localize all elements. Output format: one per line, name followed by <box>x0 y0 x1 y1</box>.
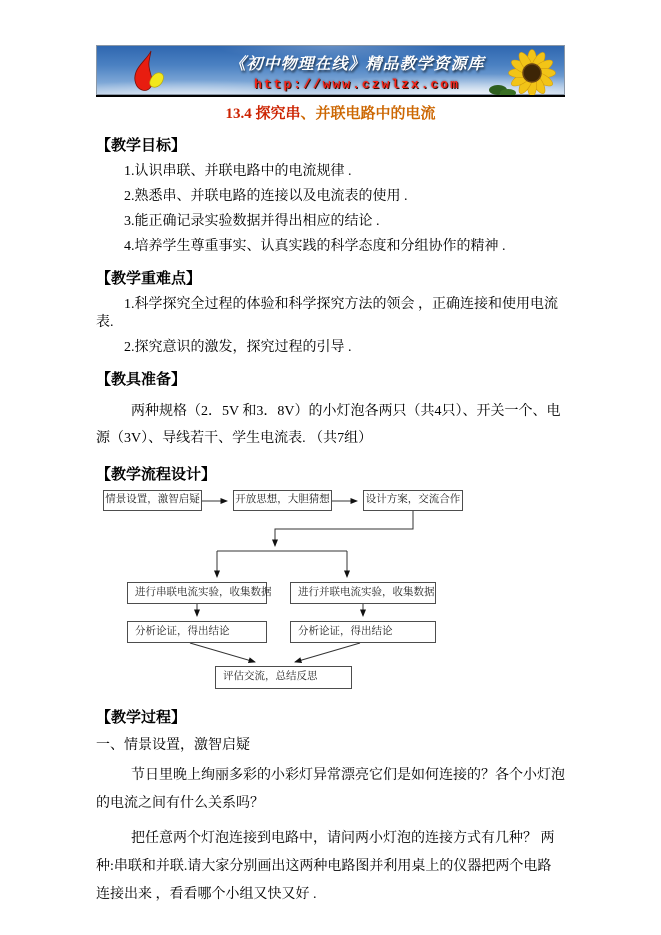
teaching-flowchart <box>96 488 565 695</box>
page-title <box>96 105 565 123</box>
flow-box-design-plan: 设计方案，交流合作 <box>363 490 463 511</box>
process-paragraph-2: 把任意两个灯泡连接到电路中，请问两小灯泡的连接方式有几种？ 两种:串联和并联.请大家分别画出这两种电路图并利用桌上的仪器把两个电路连接出来 ，看看哪个小组又快又好 . <box>96 831 555 902</box>
title-number: 13.4 探究串 <box>225 106 301 122</box>
objective-item-2: 2.熟悉串、并联电路的连接以及电流表的使用 . <box>124 189 408 204</box>
section-keypoints-heading: 【教学重难点】 <box>96 271 202 287</box>
flow-box-series-experiment: 进行串联电流实验，收集数据 <box>127 582 267 604</box>
sunflower-icon <box>486 46 560 96</box>
title-text: 、并联电路中的电流 <box>300 106 436 122</box>
section-materials-heading: 【教具准备】 <box>96 372 187 388</box>
flow-box-evaluate: 评估交流，总结反思 <box>215 666 352 689</box>
flow-box-analysis-right: 分析论证，得出结论 <box>290 621 436 643</box>
process-subheading-1: 一、情景设置，激智启疑 <box>96 738 250 753</box>
objective-item-4: 4.培养学生尊重事实、认真实践的科学态度和分组协作的精神 . <box>124 239 506 254</box>
document-body <box>96 97 565 909</box>
section-flow-heading: 【教学流程设计】 <box>96 467 217 483</box>
objective-item-1: 1.认识串联、并联电路中的电流规律 . <box>124 164 352 179</box>
flow-box-analysis-left: 分析论证，得出结论 <box>127 621 267 643</box>
materials-text: 两种规格（2．5V 和3．8V）的小灯泡各两只（共4只）、开关一个、电源（3V）、导线若干、学生电流表. （共7组） <box>96 404 561 446</box>
flow-box-brainstorm: 开放思想，大胆猜想 <box>233 490 332 511</box>
site-banner <box>96 45 565 95</box>
flame-logo-icon <box>127 50 169 94</box>
objective-item-3: 3.能正确记录实验数据并得出相应的结论 . <box>124 214 380 229</box>
keypoint-item-1: 1.科学探究全过程的体验和科学探究方法的领会 ，正确连接和使用电流表. <box>96 297 558 330</box>
section-objectives-heading: 【教学目标】 <box>96 138 187 154</box>
process-paragraph-1: 节日里晚上绚丽多彩的小彩灯异常漂亮它们是如何连接的？各个小灯泡的电流之间有什么关系吗？ <box>96 768 565 811</box>
flow-box-parallel-experiment: 进行并联电流实验，收集数据 <box>290 582 436 604</box>
flow-box-scenario: 情景设置，激智启疑 <box>103 490 202 511</box>
keypoint-item-2: 2.探究意识的激发，探究过程的引导 . <box>124 340 352 355</box>
banner-text-block <box>207 51 507 92</box>
section-process-heading: 【教学过程】 <box>96 710 187 726</box>
site-title: 《初中物理在线》精品教学资源库 <box>229 56 485 73</box>
site-url: http://www.czwlzx.com <box>254 77 460 92</box>
